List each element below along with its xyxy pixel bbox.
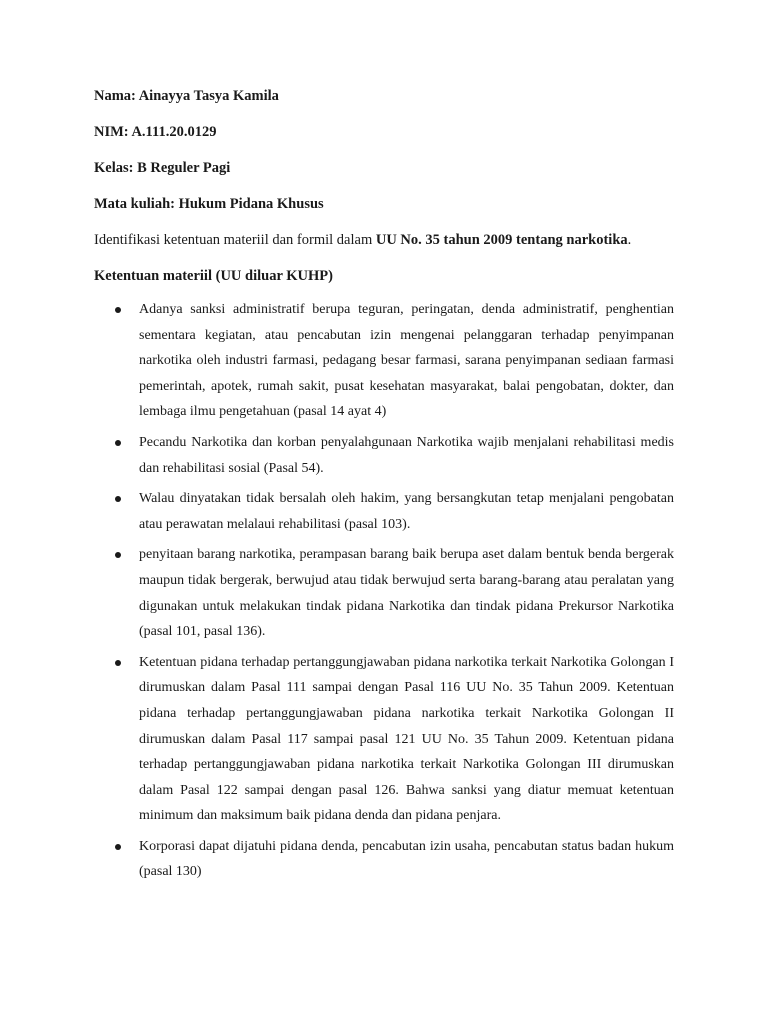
document-content: [94, 86, 674, 890]
list-item: [94, 486, 674, 537]
bullet-icon: [115, 552, 121, 558]
list-item-text: Pecandu Narkotika dan korban penyalahgunaan Narkotika wajib menjalani rehabilitasi medis dan rehabilitasi sosial (Pasal 54).: [139, 434, 674, 476]
student-nim: NIM: A.111.20.0129: [94, 124, 217, 140]
list-item: [94, 430, 674, 481]
student-class: Kelas: B Reguler Pagi: [94, 160, 231, 176]
course-name: Mata kuliah: Hukum Pidana Khusus: [94, 196, 324, 212]
bullet-icon: [115, 496, 121, 502]
list-item: [94, 542, 674, 644]
intro-paragraph: [94, 230, 674, 250]
list-item-text: Ketentuan pidana terhadap pertanggungjawaban pidana narkotika terkait Narkotika Golongan I dirumuskan dalam Pasal 111 sampai dengan Pasal 116 UU No. 35 Tahun 2009. Ketentuan pidana terhadap pertanggungjawaban pidana narkotika terkait Narkotika Golongan II dirumuskan dalam Pasal 117 sampai pasal 121 UU No. 35 Tahun 2009. Ketentuan pidana terhadap pertanggungjawaban pidana narkotika terkait Narkotika Golongan III dirumuskan dalam Pasal 122 sampai dengan pasal 126. Bahwa sanksi yang diatur memuat ketentuan minimum dan maksimum baik pidana denda dan pidana penjara.: [139, 654, 674, 824]
list-item: [94, 650, 674, 829]
bullet-icon: [115, 660, 121, 666]
list-item-text: penyitaan barang narkotika, perampasan barang baik berupa aset dalam bentuk benda bergerak maupun tidak bergerak, berwujud atau tidak berwujud serta barang-barang atau peralatan yang digunakan untuk melakukan tindak pidana Narkotika dan tindak pidana Prekursor Narkotika (pasal 101, pasal 136).: [139, 547, 674, 640]
intro-suffix: .: [627, 232, 632, 248]
intro-law-title: UU No. 35 tahun 2009 tentang narkotika: [375, 232, 628, 248]
bullet-icon: [115, 440, 121, 446]
intro-prefix: Identifikasi ketentuan materiil dan formil dalam: [94, 232, 376, 248]
section-heading: Ketentuan materiil (UU diluar KUHP): [94, 268, 333, 284]
bullet-icon: [115, 307, 121, 313]
list-item: [94, 297, 674, 425]
list-item-text: Walau dinyatakan tidak bersalah oleh hakim, yang bersangkutan tetap menjalani pengobatan atau perawatan melalaui rehabilitasi (pasal 103).: [139, 491, 674, 532]
bullet-icon: [115, 844, 121, 850]
list-item: [94, 834, 674, 885]
student-name: Nama: Ainayya Tasya Kamila: [94, 88, 279, 104]
list-item-text: Adanya sanksi administratif berupa teguran, peringatan, denda administratif, penghentian sementara kegiatan, atau pencabutan izin mengenai pelanggaran terhadap penyimpanan narkotika oleh industri farmasi, pedagang besar farmasi, sarana penyimpanan sediaan farmasi pemerintah, apotek, rumah sakit, pusat kesehatan masyarakat, balai pengobatan, dokter, dan lembaga ilmu pengetahuan (pasal 14 ayat 4): [139, 302, 674, 420]
bullet-list: [94, 297, 674, 885]
list-item-text: Korporasi dapat dijatuhi pidana denda, pencabutan izin usaha, pencabutan status badan hukum (pasal 130): [139, 838, 674, 880]
